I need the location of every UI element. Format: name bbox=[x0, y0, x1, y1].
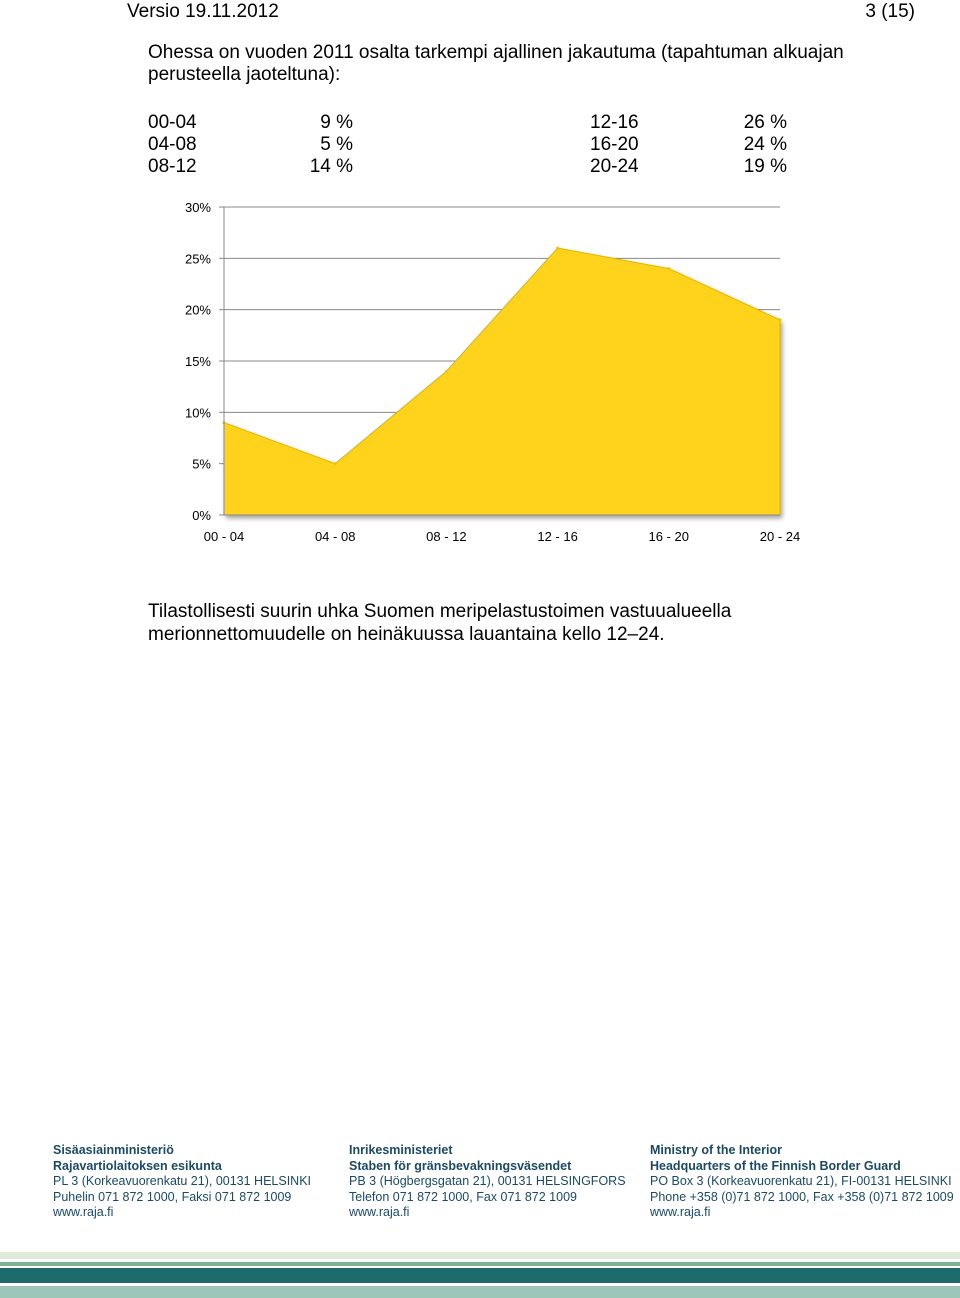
data-point bbox=[779, 318, 782, 321]
footer-hq: Staben för gränsbevakningsväsendet bbox=[349, 1158, 572, 1173]
footer-address: PL 3 (Korkeavuorenkatu 21), 00131 HELSINKI bbox=[53, 1174, 312, 1188]
table-pct: 26 % bbox=[743, 112, 787, 133]
y-tick-label: 25% bbox=[184, 251, 211, 267]
page-number: 3 (15) bbox=[865, 1, 915, 22]
y-tick-label: 15% bbox=[184, 354, 211, 369]
footer-ministry: Ministry of the Interior bbox=[650, 1143, 782, 1157]
x-tick-label: 20 - 24 bbox=[759, 529, 801, 544]
hourly-distribution-chart bbox=[160, 190, 820, 560]
footer-address: PB 3 (Högbergsgatan 21), 00131 HELSINGFORS bbox=[349, 1174, 626, 1188]
footer-finnish bbox=[53, 1143, 311, 1221]
x-tick-label: 16 - 20 bbox=[648, 529, 690, 544]
intro-paragraph: Ohessa on vuoden 2011 osalta tarkempi ajallinen jakautuma (tapahtuman alkuajan perusteella jaoteltuna): bbox=[148, 42, 844, 85]
table-pct: 19 % bbox=[743, 156, 787, 177]
y-tick-label: 0% bbox=[192, 508, 211, 523]
footer-hq: Rajavartiolaitoksen esikunta bbox=[53, 1158, 222, 1173]
x-tick-label: 08 - 12 bbox=[426, 529, 467, 544]
version-label: Versio 19.11.2012 bbox=[127, 1, 279, 22]
footer-website[interactable]: www.raja.fi bbox=[650, 1205, 711, 1219]
area-series bbox=[224, 248, 780, 515]
footer-address: PO Box 3 (Korkeavuorenkatu 21), FI-00131 HELSINKI bbox=[650, 1174, 952, 1188]
footer-phone: Telefon 071 872 1000, Fax 071 872 1009 bbox=[349, 1189, 577, 1204]
summary-paragraph: Tilastollisesti suurin uhka Suomen meripelastustoimen vastuualueella merionnettomuudelle on heinäkuussa lauantaina kello 12–24. bbox=[148, 601, 732, 645]
data-point bbox=[445, 370, 448, 373]
table-pct: 24 % bbox=[743, 134, 787, 155]
data-point bbox=[556, 247, 559, 250]
data-point bbox=[667, 267, 670, 270]
footer-stripe-bottom bbox=[0, 1286, 960, 1298]
footer-stripe-light bbox=[0, 1252, 960, 1259]
footer-ministry: Inrikesministeriet bbox=[349, 1143, 453, 1157]
y-tick-label: 5% bbox=[192, 456, 211, 472]
footer-swedish bbox=[349, 1143, 626, 1221]
footer-stripe-dark bbox=[0, 1268, 960, 1283]
footer-phone: Phone +358 (0)71 872 1000, Fax +358 (0)71 872 1009 bbox=[650, 1189, 954, 1204]
table-range: 08-12 bbox=[148, 156, 197, 177]
table-pct: 5 % bbox=[320, 134, 353, 155]
x-tick-label: 12 - 16 bbox=[537, 529, 578, 544]
footer-ministry: Sisäasiainministeriö bbox=[53, 1143, 174, 1157]
table-range: 04-08 bbox=[148, 134, 197, 155]
footer-website[interactable]: www.raja.fi bbox=[53, 1205, 114, 1219]
y-tick-label: 10% bbox=[184, 405, 211, 421]
footer-website[interactable]: www.raja.fi bbox=[349, 1205, 410, 1219]
table-range: 00-04 bbox=[148, 112, 197, 133]
footer-stripe-thin bbox=[0, 1262, 960, 1266]
table-range: 16-20 bbox=[590, 134, 639, 155]
y-tick-label: 30% bbox=[184, 200, 211, 215]
table-pct: 9 % bbox=[320, 112, 353, 133]
y-tick-label: 20% bbox=[184, 302, 211, 318]
x-tick-label: 00 - 04 bbox=[203, 529, 245, 544]
table-range: 12-16 bbox=[590, 112, 639, 133]
footer-english bbox=[650, 1143, 954, 1221]
table-pct: 14 % bbox=[309, 156, 353, 177]
footer-hq: Headquarters of the Finnish Border Guard bbox=[650, 1158, 901, 1173]
data-point bbox=[334, 462, 337, 465]
footer-phone: Puhelin 071 872 1000, Faksi 071 872 1009 bbox=[53, 1189, 292, 1204]
x-tick-label: 04 - 08 bbox=[314, 529, 356, 544]
table-range: 20-24 bbox=[590, 156, 639, 177]
